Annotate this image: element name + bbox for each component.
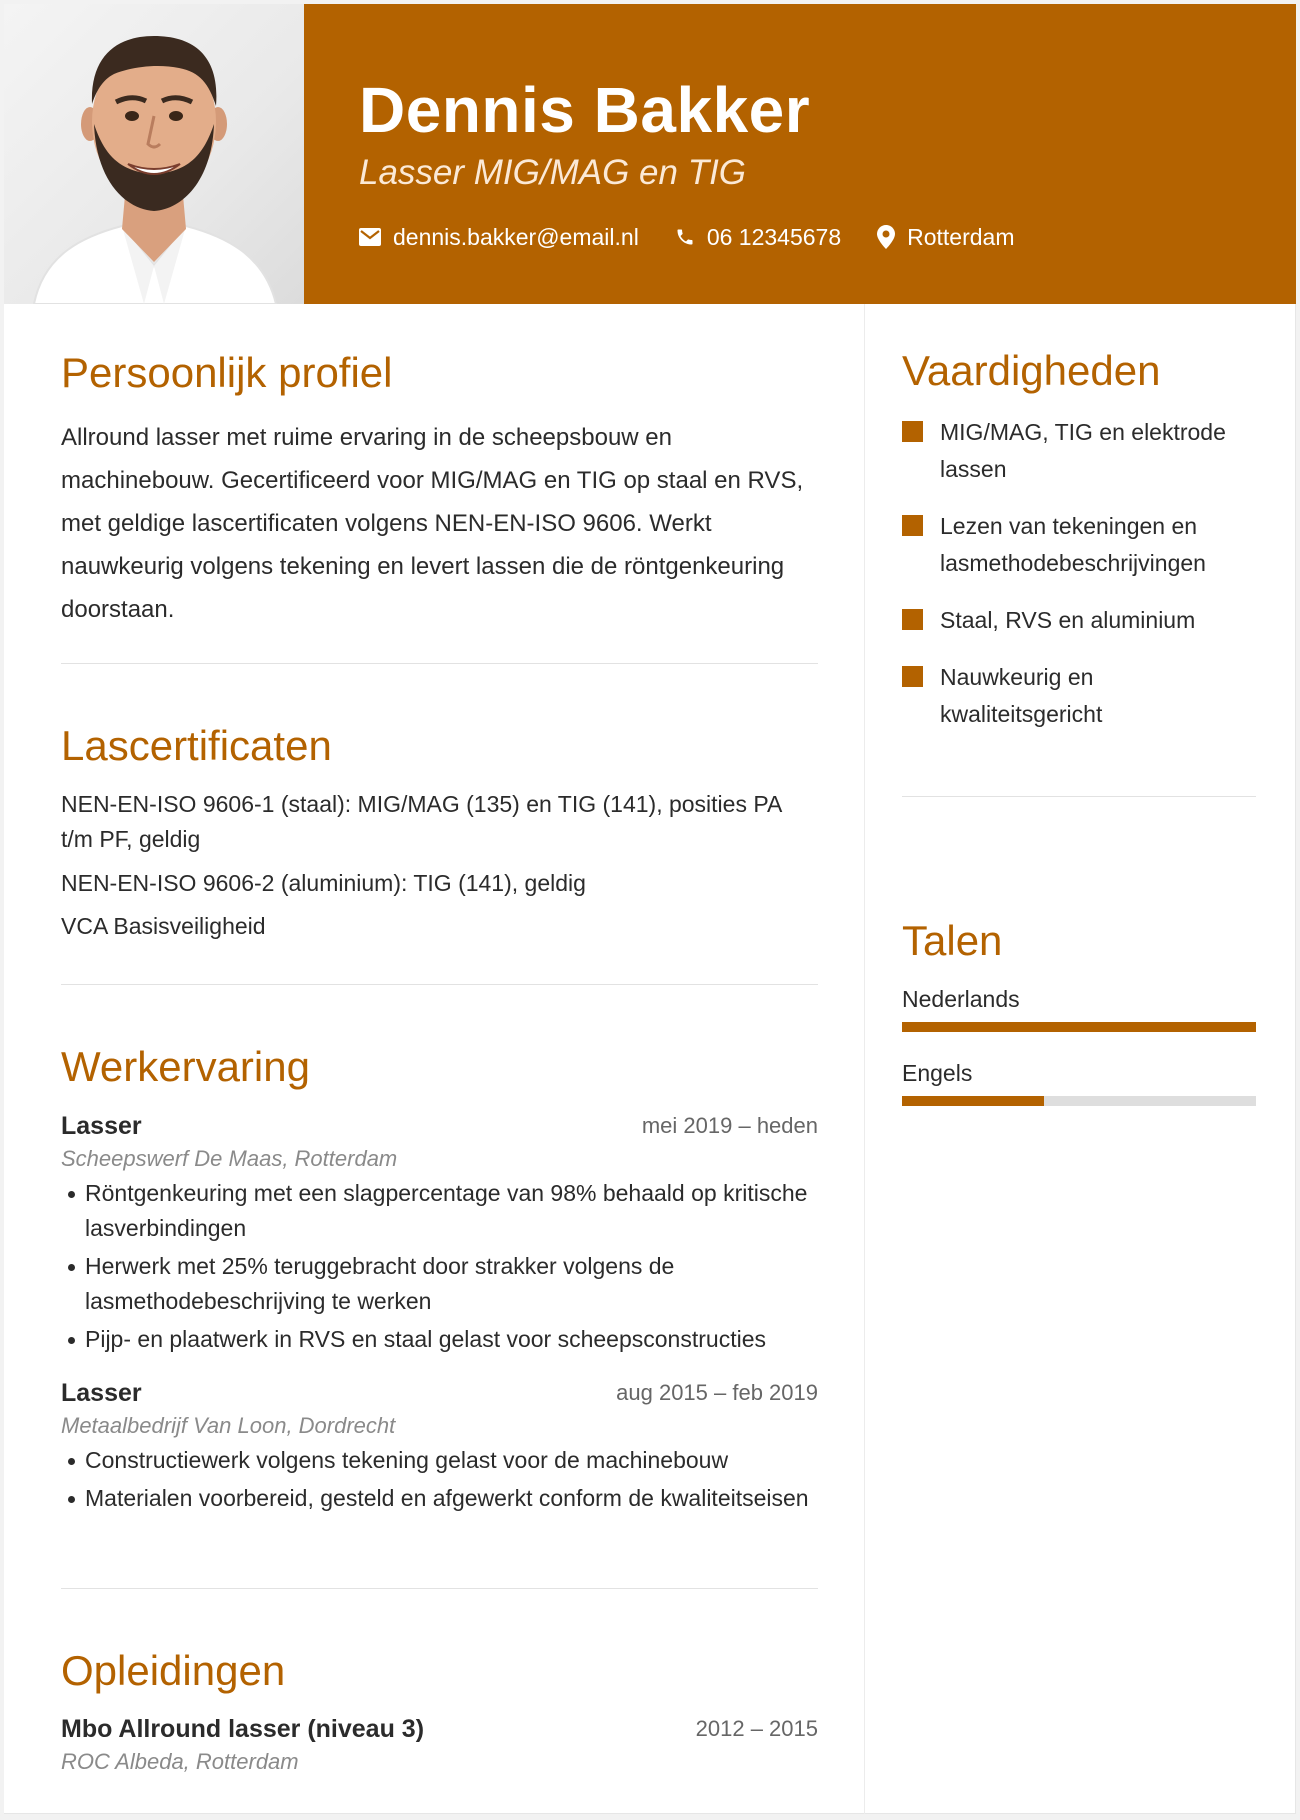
profile-heading: Persoonlijk profiel	[61, 349, 393, 396]
language-level-fill	[902, 1096, 1044, 1106]
job-date: mei 2019 – heden	[641, 1113, 818, 1138]
job-company: Metaalbedrijf Van Loon, Dordrecht	[61, 1413, 396, 1438]
skill-item: Nauwkeurig en kwaliteitsgericht	[902, 659, 1256, 733]
job-company: Scheepswerf De Maas, Rotterdam	[61, 1146, 398, 1171]
education-heading: Opleidingen	[61, 1647, 286, 1694]
languages-heading: Talen	[902, 917, 1003, 964]
column-divider	[864, 304, 865, 1814]
contact-phone-text: 06 12345678	[706, 224, 842, 250]
contact-location-text: Rotterdam	[907, 224, 1015, 250]
language-name: Nederlands	[902, 986, 1020, 1012]
profile-text: Allround lasser met ruime ervaring in de scheepsbouw en machinebouw. Gecertificeerd voor MIG/MAG en TIG op staal en RVS, met geldige lascertificaten volgens NEN-EN-ISO 9606. Werkt nauwkeurig volgens tekening en levert lassen die de röntgenkeuring doorstaan.	[61, 424, 804, 623]
contact-row	[359, 222, 1051, 252]
language-level-bar	[902, 1022, 1256, 1032]
education-date: 2012 – 2015	[695, 1716, 818, 1741]
header-banner	[4, 4, 1296, 304]
contact-location	[877, 222, 1014, 252]
list-item: Materialen voorbereid, gesteld en afgewerkt conform de kwaliteitseisen	[61, 1481, 818, 1516]
candidate-name: Dennis Bakker	[359, 74, 811, 146]
skills-list	[902, 414, 1256, 753]
language-level-fill	[902, 1022, 1256, 1032]
list-item: Pijp- en plaatwerk in RVS en staal gelast voor scheepsconstructies	[61, 1322, 818, 1357]
profile-photo	[4, 4, 304, 304]
job-bullets	[61, 1176, 818, 1360]
section-divider	[61, 1588, 818, 1589]
section-divider	[61, 984, 818, 985]
list-item: Constructiewerk volgens tekening gelast voor de machinebouw	[61, 1443, 818, 1478]
mail-icon	[359, 228, 381, 246]
section-divider	[902, 796, 1256, 797]
experience-heading: Werkervaring	[61, 1043, 310, 1090]
education-title: Mbo Allround lasser (niveau 3)	[61, 1715, 425, 1743]
phone-icon	[675, 227, 695, 247]
language-name: Engels	[902, 1060, 973, 1086]
certificate-item: NEN-EN-ISO 9606-2 (aluminium): TIG (141), geldig	[61, 870, 586, 896]
list-item: Röntgenkeuring met een slagpercentage van 98% behaald op kritische lasverbindingen	[61, 1176, 818, 1246]
contact-email-text: dennis.bakker@email.nl	[393, 224, 639, 250]
language-level-bar	[902, 1096, 1256, 1106]
certificate-item: NEN-EN-ISO 9606-1 (staal): MIG/MAG (135) en TIG (141), posities PA t/m PF, geldig	[61, 791, 782, 852]
job-date: aug 2015 – feb 2019	[616, 1380, 818, 1405]
cv-page	[4, 4, 1296, 1814]
skills-heading: Vaardigheden	[902, 347, 1161, 394]
skill-item: Staal, RVS en aluminium	[902, 602, 1256, 639]
certificates-heading: Lascertificaten	[61, 722, 332, 769]
contact-email[interactable]	[359, 222, 639, 252]
candidate-role: Lasser MIG/MAG en TIG	[359, 153, 747, 192]
list-item: Herwerk met 25% teruggebracht door strakker volgens de lasmethodebeschrijving te werken	[61, 1249, 818, 1319]
contact-phone[interactable]	[675, 222, 841, 252]
job-title: Lasser	[61, 1112, 142, 1140]
job-bullets	[61, 1443, 818, 1519]
section-divider	[61, 663, 818, 664]
skill-item: Lezen van tekeningen en lasmethodebeschrijvingen	[902, 508, 1256, 582]
education-school: ROC Albeda, Rotterdam	[61, 1749, 299, 1774]
certificate-item: VCA Basisveiligheid	[61, 913, 266, 939]
skill-item: MIG/MAG, TIG en elektrode lassen	[902, 414, 1256, 488]
job-title: Lasser	[61, 1379, 142, 1407]
location-pin-icon	[877, 225, 895, 249]
portrait-illustration	[4, 4, 304, 304]
